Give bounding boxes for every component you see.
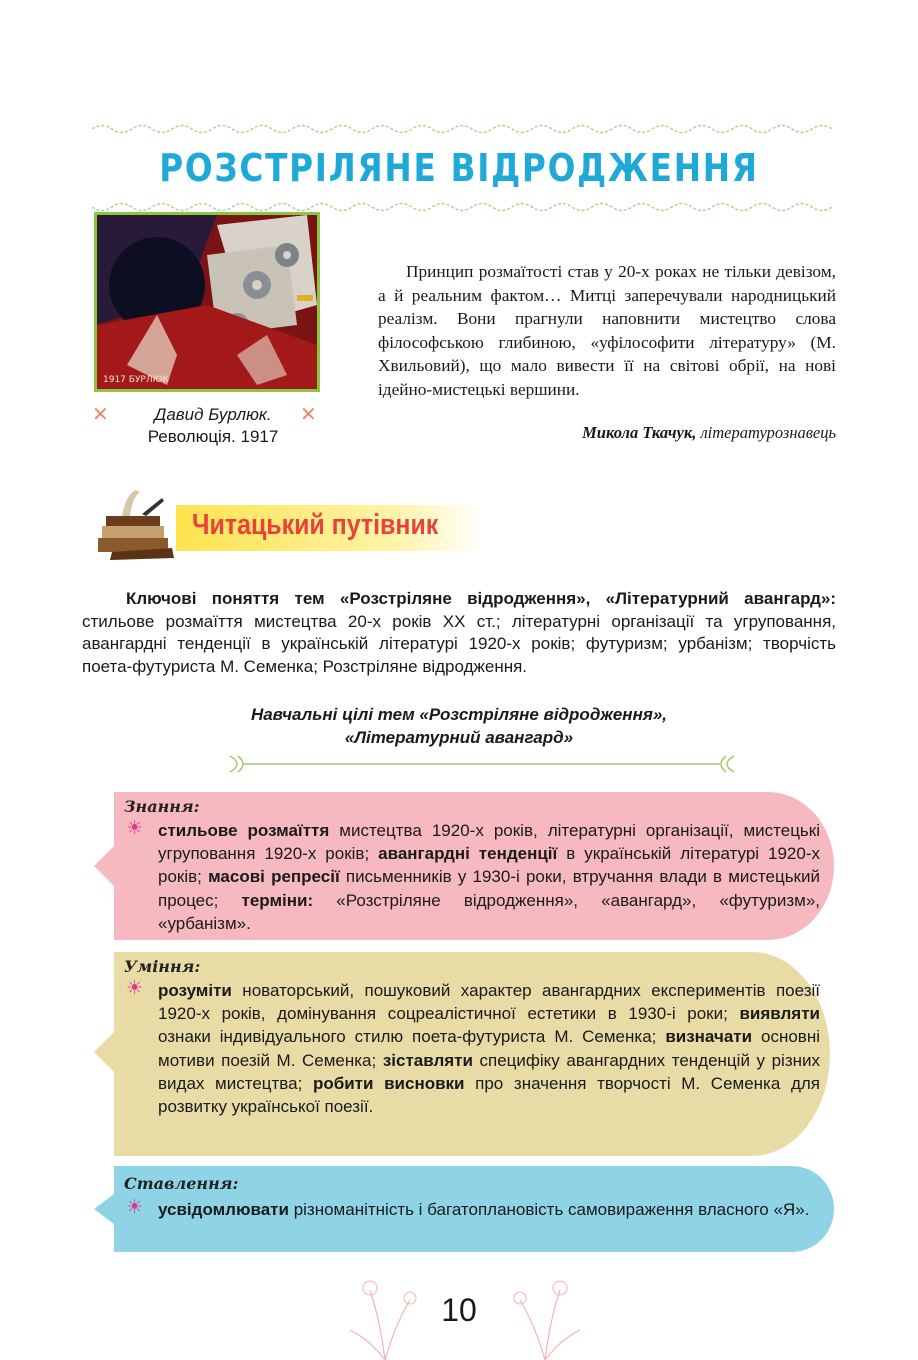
attitude-box [114, 1166, 834, 1252]
key-concepts [82, 588, 836, 678]
top-vine-ornament [92, 118, 832, 140]
books-icon [92, 488, 178, 564]
author-role: літературознавець [700, 423, 836, 442]
epigraph-text: Принцип розмаїтості став у 20-х роках не тільки девізом, а й реальним фактом… Митці заперечували народницький реалізм. Вони прагнули наповнити мистецтво слова філософською глибиною, «уфілософити літературу» (М. Хвильовий), що мало вивести її на світові обрії, на нові ідейно-мистецькі вершини. [378, 262, 836, 399]
knowledge-text: стильове розмаїття мистецтва 1920-х років, літературні організації, мистецькі угруповання 1920-х років; авангардні тенденції в українській літературі 1920-х років; масові репресії письменників у 1930-і роки, втручання влади в мистецький процес; терміни: «Розстріляне відродження», «авангард», «футуризм», «урбанізм». [158, 821, 820, 933]
epigraph-author [378, 423, 836, 443]
epigraph [378, 260, 836, 401]
learning-goals-heading [0, 703, 918, 749]
caption-title: Революція. 1917 [147, 427, 279, 446]
divider-ornament [226, 752, 738, 776]
attitude-title: Ставлення: [124, 1174, 239, 1193]
cross-ornament-icon: ✕ [92, 404, 109, 426]
image-caption [118, 404, 308, 448]
cross-ornament-icon: ✕ [300, 404, 317, 426]
sun-bullet-icon: ☀ [126, 818, 144, 839]
painting-inscription: 1917 БУРЛЮК [103, 375, 169, 385]
skills-title: Уміння: [124, 957, 201, 976]
key-concepts-text: стильове розмаїття мистецтва 20-х років XX ст.; літературні організації та угруповання, авангардні тенденції в українській літературі 1920-х років; футуризм; урбанізм; творчість поета-футуриста М. Семенка; Розстріляне відродження. [82, 611, 836, 676]
goals-line-1: Навчальні цілі тем «Розстріляне відродження», [250, 705, 668, 724]
key-concepts-lead: Ключові поняття тем «Розстріляне відродження», «Літературний авангард»: [126, 589, 836, 608]
sun-bullet-icon: ☀ [126, 978, 144, 999]
page-number: 10 [441, 1292, 477, 1328]
page-title: РОЗСТРІЛЯНЕ ВІДРОДЖЕННЯ [159, 146, 759, 190]
painting-image [94, 212, 320, 392]
painting-artwork [97, 215, 317, 389]
sun-bullet-icon: ☀ [126, 1197, 144, 1218]
skills-text: розуміти новаторський, пошуковий характер авангардних експериментів поезії 1920-х років, домінування соцреалістичної естетики в 1930-і роки; виявляти ознаки індивідуального стилю поета-футуриста М. Семенка; визначати основні мотиви поезій М. Семенка; зіставляти специфіку авангардних тенденцій у різних видах мистецтва; робити висновки про значення творчості М. Семенка для розвитку української поезії. [158, 981, 821, 1117]
skills-box [114, 952, 834, 1156]
knowledge-box [114, 792, 834, 940]
guide-title: Читацький путівник [192, 509, 439, 541]
caption-author: Давид Бурлюк. [154, 405, 272, 424]
knowledge-title: Знання: [124, 797, 200, 816]
goals-line-2: «Літературний авангард» [344, 728, 574, 747]
attitude-text: усвідомлювати різноманітність і багатоплановість самовираження власного «Я». [158, 1200, 810, 1219]
author-name: Микола Ткачук, [582, 423, 697, 442]
